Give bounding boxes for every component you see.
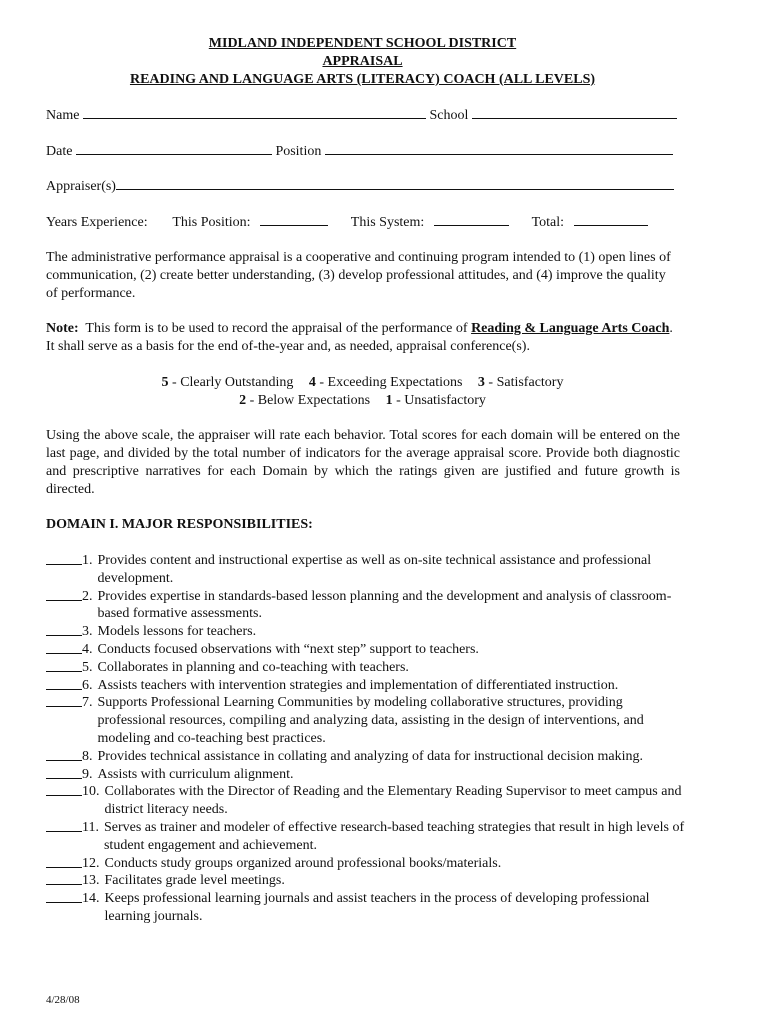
form-title: READING AND LANGUAGE ARTS (LITERACY) COACH (ALL LEVELS)	[129, 72, 596, 87]
position-field[interactable]	[325, 142, 673, 155]
list-item	[46, 819, 686, 855]
list-item	[46, 552, 686, 588]
item-number: 11.	[82, 819, 99, 835]
item-text: Assists with curriculum alignment.	[97, 766, 294, 782]
item-number: 5.	[82, 659, 93, 675]
note-text: This form is to be used to record the appraisal of the performance of	[85, 321, 468, 336]
appraiser-label: Appraiser(s)	[46, 179, 116, 194]
note-text-after: . It shall serve as a basis for the end of-the-year and, as needed, appraisal conference(s).	[46, 321, 673, 354]
item-number: 8.	[82, 748, 93, 764]
item-number: 6.	[82, 677, 93, 693]
domain-title: DOMAIN I. MAJOR RESPONSIBILITIES:	[46, 517, 313, 532]
list-item	[46, 659, 686, 677]
item-number: 14.	[82, 891, 100, 907]
scale-item-4: 4 - Exceeding Expectations	[308, 375, 463, 390]
rating-blank[interactable]	[46, 623, 82, 636]
rating-blank[interactable]	[46, 766, 82, 779]
item-text: Provides technical assistance in collating and analyzing of data for instructional decision making.	[97, 748, 643, 764]
note-label: Note:	[46, 321, 79, 336]
position-label: Position	[275, 144, 322, 159]
list-item	[46, 890, 686, 926]
note-paragraph	[46, 320, 680, 356]
item-number: 4.	[82, 641, 93, 657]
responsibility-list	[46, 552, 686, 926]
intro-paragraph: The administrative performance appraisal is a cooperative and continuing program intended to (1) open lines of communication, (2) create better understanding, (3) develop professional attitudes, and (4) improve the quality of performance.	[46, 250, 671, 301]
list-item	[46, 748, 686, 766]
item-number: 2.	[82, 588, 93, 604]
scale-item-2: 2 - Below Expectations	[239, 393, 371, 408]
item-text: Keeps professional learning journals and assist teachers in the process of developing professional learning journals.	[104, 891, 650, 924]
footer-date: 4/28/08	[46, 994, 80, 1006]
years-experience-label: Years Experience:	[46, 215, 148, 230]
item-number: 1.	[82, 553, 93, 568]
item-number: 3.	[82, 624, 93, 640]
this-system-label: This System:	[350, 215, 425, 230]
rating-blank[interactable]	[46, 588, 82, 601]
name-school-row	[46, 106, 677, 124]
date-label: Date	[46, 144, 73, 159]
item-text: Collaborates with the Director of Reading and the Elementary Reading Supervisor to meet campus and district literacy needs.	[104, 784, 682, 818]
item-text: Supports Professional Learning Communities by modeling collaborative structures, providing professional resources, compiling and analyzing data, assisting in the design of interventions, and modeling and co-teaching best practices.	[97, 695, 644, 746]
rating-blank[interactable]	[46, 819, 82, 832]
rating-blank[interactable]	[46, 855, 82, 868]
school-label: School	[429, 108, 469, 123]
appraiser-row	[46, 177, 674, 195]
date-position-row	[46, 142, 673, 160]
item-text: Collaborates in planning and co-teaching with teachers.	[97, 659, 409, 675]
rating-blank[interactable]	[46, 641, 82, 654]
rating-blank[interactable]	[46, 552, 82, 565]
name-field[interactable]	[83, 106, 426, 119]
rating-blank[interactable]	[46, 783, 82, 796]
item-number: 10.	[82, 784, 100, 800]
item-number: 7.	[82, 695, 93, 711]
appraiser-field[interactable]	[116, 177, 674, 190]
scale-item-3: 3 - Satisfactory	[477, 375, 564, 390]
item-text: Conducts study groups organized around professional books/materials.	[104, 855, 502, 871]
item-number: 12.	[82, 855, 100, 871]
note-role: Reading & Language Arts Coach	[471, 321, 670, 336]
item-text: Conducts focused observations with “next step” support to teachers.	[97, 641, 479, 657]
rating-blank[interactable]	[46, 890, 82, 903]
this-system-field[interactable]	[434, 213, 509, 226]
form-type: APPRAISAL	[322, 54, 403, 69]
form-header	[0, 35, 725, 89]
list-item	[46, 588, 686, 624]
list-item	[46, 623, 686, 641]
rating-blank[interactable]	[46, 677, 82, 690]
this-position-label: This Position:	[172, 215, 251, 230]
rating-blank[interactable]	[46, 694, 82, 707]
item-text: Provides expertise in standards-based lesson planning and the development and analysis of classroom-based formative assessments.	[97, 588, 672, 622]
district-name: MIDLAND INDEPENDENT SCHOOL DISTRICT	[208, 36, 517, 51]
item-text: Serves as trainer and modeler of effective research-based teaching strategies that result in high levels of student engagement and achievement.	[103, 819, 685, 853]
rating-blank[interactable]	[46, 748, 82, 761]
scale-item-1: 1 - Unsatisfactory	[385, 393, 486, 408]
item-text: Facilitates grade level meetings.	[104, 873, 285, 889]
rating-scale-row-2	[0, 392, 725, 410]
name-label: Name	[46, 108, 80, 123]
school-field[interactable]	[472, 106, 677, 119]
item-number: 13.	[82, 873, 100, 889]
item-text: Provides content and instructional expertise as well as on-site technical assistance and professional development.	[97, 553, 652, 586]
total-label: Total:	[531, 215, 565, 230]
list-item	[46, 766, 686, 784]
rating-blank[interactable]	[46, 872, 82, 885]
item-text: Models lessons for teachers.	[97, 624, 257, 640]
instructions-paragraph: Using the above scale, the appraiser will rate each behavior. Total scores for each domain will be entered on the last page, and divided by the total number of indicators for the average appraisal score. Provide both diagnostic and prescriptive narratives for each Domain by which the ratings given are justified and future growth is directed.	[46, 428, 680, 497]
date-field[interactable]	[76, 142, 272, 155]
list-item	[46, 872, 686, 890]
rating-scale-row-1	[0, 374, 725, 392]
scale-item-5: 5 - Clearly Outstanding	[161, 375, 294, 390]
list-item	[46, 694, 686, 747]
years-experience-row	[46, 213, 648, 231]
list-item	[46, 641, 686, 659]
this-position-field[interactable]	[260, 213, 328, 226]
item-text: Assists teachers with intervention strategies and implementation of differentiated instruction.	[97, 677, 619, 693]
list-item	[46, 783, 686, 819]
total-field[interactable]	[574, 213, 648, 226]
rating-blank[interactable]	[46, 659, 82, 672]
list-item	[46, 855, 686, 873]
item-number: 9.	[82, 766, 93, 782]
list-item	[46, 677, 686, 695]
